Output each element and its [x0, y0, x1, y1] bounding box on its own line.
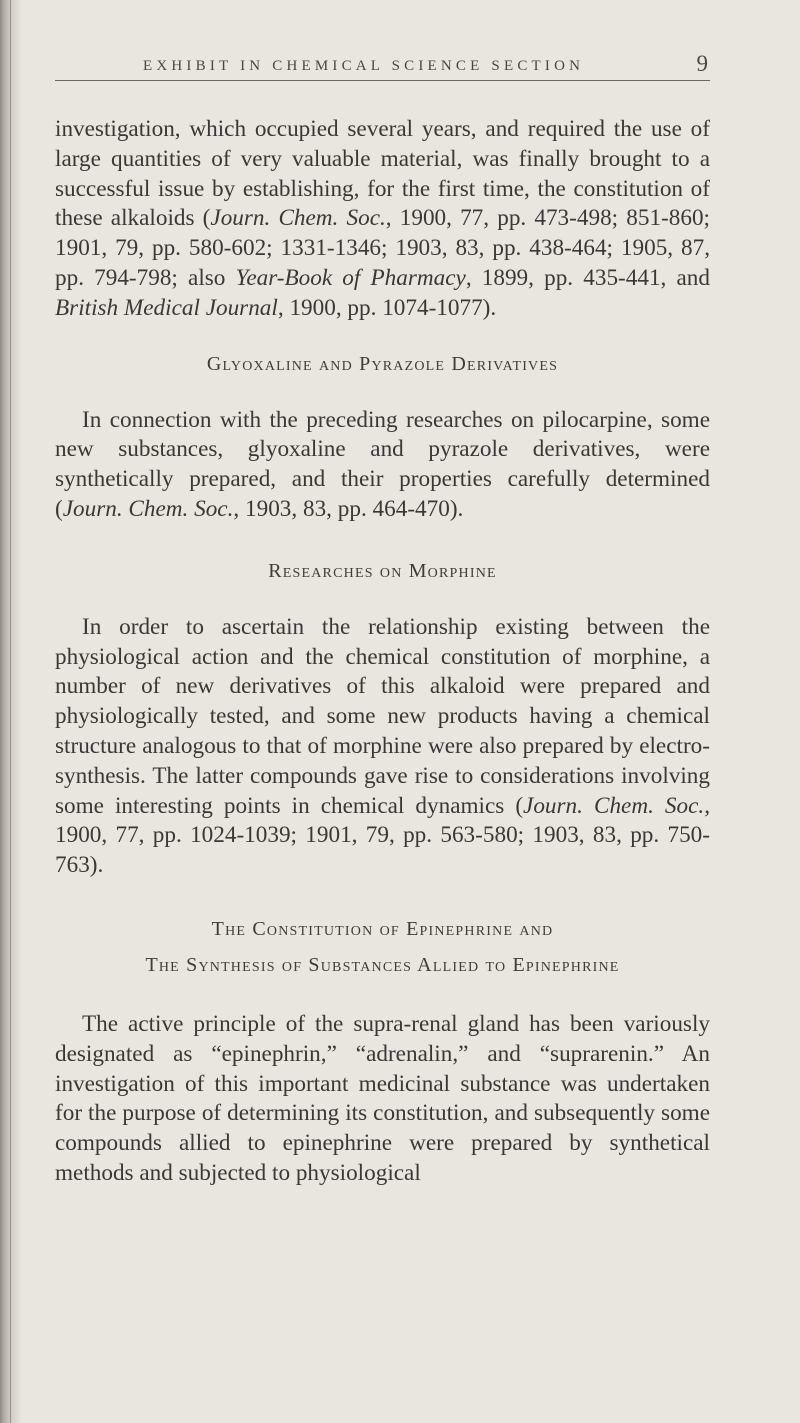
paragraph-text: In connection with the preceding researches on pilocarpine, some new substances, glyoxaline and pyrazole derivatives, were synthetically prepared, and their properties carefully determined (	[55, 406, 710, 522]
paragraph-text: investigation, which occupied several years, and required the use of large quantities of very valuable material, was finally brought to a successful issue by establishing, for the first time, the constitution of these alkaloids (	[55, 116, 710, 232]
citation-bmj: British Medical Journal	[55, 294, 278, 321]
paragraph-epinephrine: The active principle of the supra-renal gland has been variously designated as “epinephrin,” “adrenalin,” and “suprarenin.” An investigation of this important medicinal substance was undertaken for the purpose of determining its constitution, and subsequently some compounds allied to epinephrine were prepared by synthetical methods and subjected to physiological	[55, 1010, 710, 1186]
paragraph-alkaloid-constitution	[55, 115, 710, 324]
page-number: 9	[696, 51, 708, 76]
paragraph-text: , 1900, 77, pp. 1024-1039; 1901, 79, pp. 563-580; 1903, 83, pp. 750-763).	[55, 792, 710, 879]
section-heading-epinephrine	[55, 911, 710, 983]
citation-journal: Journ. Chem. Soc.	[62, 495, 234, 522]
citation-journal: Journ. Chem. Soc.	[210, 205, 386, 232]
paragraph-morphine	[55, 613, 710, 881]
running-head	[55, 48, 710, 81]
running-head-title: EXHIBIT IN CHEMICAL SCIENCE SECTION	[143, 58, 585, 74]
heading-line: The Synthesis of Substances Allied to Epinephrine	[145, 953, 620, 976]
book-binding-edge	[0, 0, 22, 1423]
heading-line: The Constitution of Epinephrine and	[211, 917, 554, 940]
citation-yearbook: Year-Book of Pharmacy	[235, 264, 466, 291]
paragraph-pilocarpine	[55, 406, 710, 525]
paragraph-text: , 1903, 83, pp. 464-470).	[233, 495, 464, 522]
book-page	[55, 48, 710, 1189]
citation-journal: Journ. Chem. Soc.	[523, 792, 705, 819]
paragraph-text: , 1900, pp. 1074-1077).	[277, 294, 497, 321]
section-heading-glyoxaline: Glyoxaline and Pyrazole Derivatives	[206, 352, 559, 375]
section-heading-morphine: Researches on Morphine	[268, 559, 497, 582]
paragraph-text: , 1900, 77, pp. 473-498; 851-860; 1901, 79, pp. 580-602; 1331-1346; 1903, 83, pp. 438-464; 1905, 87, pp. 794-798; also	[55, 205, 710, 291]
paragraph-text: , 1899, pp. 435-441, and	[465, 264, 710, 291]
binding-shadow-line	[10, 0, 11, 1423]
paragraph-text: In order to ascertain the relationship existing between the physiological action and the chemical constitution of morphine, a number of new derivatives of this alkaloid were prepared and physiologically tested, and some new products having a chemical structure analogous to that of morphine were also prepared by electro-synthesis. The latter compounds gave rise to considerations involving some interesting points in chemical dynamics (	[55, 613, 710, 819]
